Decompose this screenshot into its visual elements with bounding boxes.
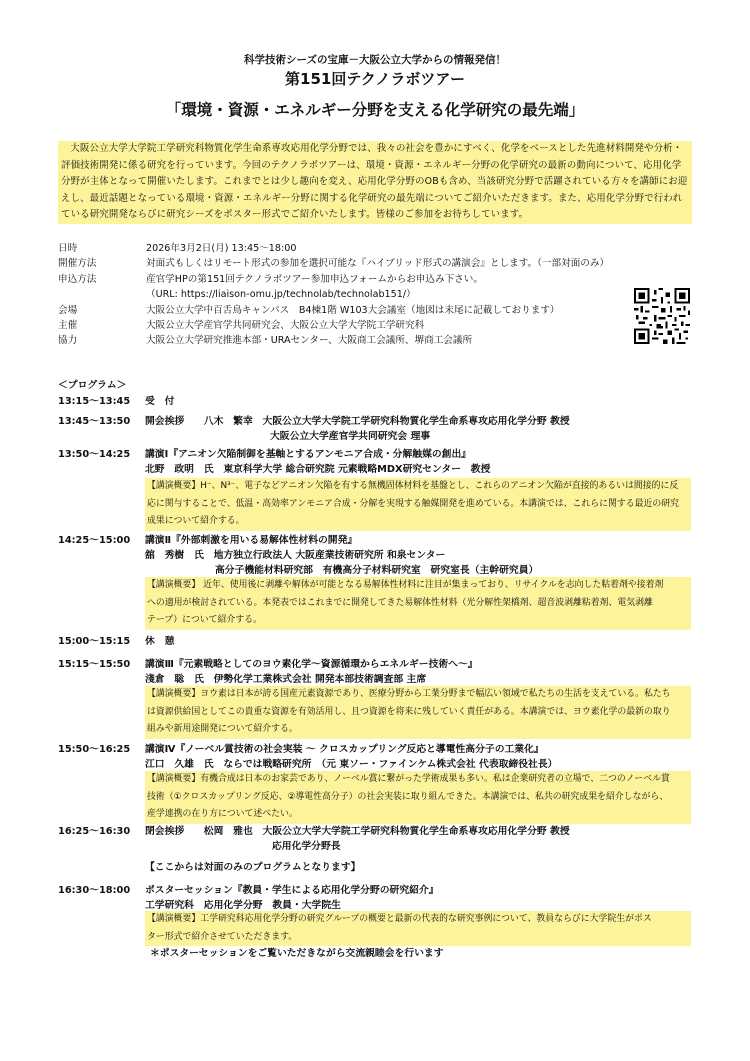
summary-line: 応に関与することで、低温・高効率アンモニア合成・分解を実現する触媒開発を進めている。本講演では、これらに関する最近の研究 [147, 498, 679, 509]
program-item-sub: 応用化学分野長 [272, 841, 341, 852]
info-label: 開催方法 [58, 258, 97, 270]
lecture-title: 講演Ⅰ『アニオン欠陥制御を基軸とするアンモニア合成・分解触媒の創出』 [145, 449, 472, 460]
program-item: 休 憩 [145, 636, 175, 647]
summary-line: 【講演概要】有機合成は日本のお家芸であり、ノーベル賞に繋がった学術成果も多い。私は企業研究者の立場で、二つのノーベル賞 [147, 774, 670, 784]
poster-session-note: ＊ポスターセッションをご覧いただきながら交流親睦会を行います [150, 948, 444, 959]
program-item: 閉会挨拶 松岡 雅也 大阪公立大学大学院工学研究科物質化学生命系専攻応用化学分野 教授 [145, 826, 570, 837]
program-time: 13:15～13:45 [58, 396, 131, 407]
lecture-speaker: 淺倉 聡 氏 伊勢化学工業株式会社 開発本部技術調査部 主席 [145, 674, 427, 685]
lecture-title: 講演Ⅲ『元素戦略としてのヨウ素化学～資源循環からエネルギー技術へ～』 [145, 659, 478, 670]
program-time: 15:50～16:25 [58, 744, 131, 755]
program-time: 15:00～15:15 [58, 636, 131, 647]
info-value: 大阪公立大学研究推進本部・URAセンター、大阪商工会議所、堺商工会議所 [146, 335, 473, 347]
info-date-row [58, 241, 609, 256]
summary-line: 【講演概要】 近年、使用後に剥離や解体が可能となる易解体性材料に注目が集まっており、リサイクルを志向した粘着剤や接着剤 [147, 580, 664, 590]
summary-line: への適用が検討されている。本発表ではこれまでに開発してきた易解体性材料（光分解性架橋剤、超音波剥離粘着剤、電気剥離 [147, 597, 653, 608]
program-time: 13:45～13:50 [58, 416, 131, 427]
summary-line: 技術（①クロスカップリング反応、②導電性高分子）の社会実装に取り組んできた。本講演では、私共の研究成果を紹介しながら、 [147, 791, 669, 802]
info-label: 日時 [58, 243, 78, 254]
program-time: 13:50～14:25 [58, 449, 131, 460]
page-subtitle: 「環境・資源・エネルギー分野を支える化学研究の最先端」 [165, 101, 585, 119]
program-time: 14:25～15:00 [58, 535, 131, 546]
registration-url-link[interactable]: （URL: https://liaison-omu.jp/technolab/technolab151/） [146, 289, 416, 301]
info-value: 産官学HPの第151回テクノラボツアー参加申込フォームからお申込み下さい。 [146, 273, 483, 285]
program-time: 15:15～15:50 [58, 659, 131, 670]
onsite-only-note: 【ここからは対面のみのプログラムとなります】 [145, 862, 361, 873]
program-heading: ＜プログラム＞ [58, 380, 127, 391]
page-title: 第151回テクノラボツアー [285, 70, 465, 88]
summary-line: 産学連携の在り方について述べたい。 [147, 809, 298, 820]
program-item: 受 付 [145, 396, 175, 407]
info-coop-row [58, 333, 609, 348]
lecture-speaker: 北野 政明 氏 東京科学大学 総合研究院 元素戦略MDX研究センター 教授 [145, 464, 491, 475]
event-info [58, 241, 609, 349]
lecture-summary [145, 478, 691, 531]
lecture-summary [145, 686, 691, 739]
lecture-title: 講演Ⅳ『ノーベル賞技術の社会実装 ～ クロスカップリング反応と導電性高分子の工業化』 [145, 744, 544, 755]
program-time: 16:30～18:00 [58, 885, 131, 896]
lecture-speaker: 工学研究科 応用化学分野 教員・大学院生 [145, 900, 341, 911]
lecture-summary [145, 911, 691, 946]
info-value: 大阪公立大学中百舌鳥キャンパス B4棟1階 W103大会議室（地図は末尾に記載しております） [146, 304, 560, 316]
summary-line: 成果について紹介する。 [147, 516, 245, 527]
lecture-title: ポスターセッション『教員・学生による応用化学分野の研究紹介』 [145, 885, 439, 896]
qr-code-icon[interactable] [634, 288, 690, 344]
summary-line: 組みや新用途開発について紹介する。 [147, 724, 298, 735]
info-value: 大阪公立大学産官学共同研究会、大阪公立大学大学院工学研究科 [146, 320, 425, 332]
summary-line: は資源供給国としてこの貴重な資源を有効活用し、且つ資源を将来に残していく責任がある。本講演では、ヨウ素化学の最新の取り [147, 706, 671, 717]
info-label: 協力 [58, 335, 78, 347]
info-apply-row [58, 272, 609, 287]
kicker: 科学技術シーズの宝庫－大阪公立大学からの情報発信！ [244, 54, 506, 66]
info-url-row [58, 287, 609, 302]
lecture-title: 講演Ⅱ『外部刺激を用いる易解体性材料の開発』 [145, 535, 358, 546]
info-value: 対面式もしくはリモート形式の参加を選択可能な『ハイブリッド形式の講演会』とします。（一部対面のみ） [146, 258, 610, 270]
info-label: 申込方法 [58, 273, 97, 285]
info-method-row [58, 256, 609, 271]
lecture-speaker: 舘 秀樹 氏 地方独立行政法人 大阪産業技術研究所 和泉センター [145, 550, 446, 561]
summary-line: ター形式で紹介させていただきます。 [147, 931, 298, 942]
summary-line: テープ）について紹介する。 [147, 615, 262, 626]
summary-line: 【講演概要】工学研究科応用化学分野の研究グループの概要と最新の代表的な研究事例について、教員ならびに大学院生がポス [147, 914, 652, 924]
summary-line: 【講演概要】H⁻、N³⁻、電子などアニオン欠陥を有する無機固体材料を基盤とし、これらのアニオン欠陥が直接的あるいは間接的に反 [147, 481, 679, 491]
program-item: 開会挨拶 八木 繁幸 大阪公立大学大学院工学研究科物質化学生命系専攻応用化学分野 教授 [145, 416, 570, 427]
info-label: 主催 [58, 320, 78, 332]
lecture-speaker-affiliation: 高分子機能材料研究部 有機高分子材料研究室 研究室長（主幹研究員） [215, 565, 539, 576]
lecture-speaker: 江口 久雄 氏 ならでは戦略研究所 （元 東ソー・ファインケム株式会社 代表取締役社長） [145, 759, 558, 770]
info-venue-row [58, 303, 609, 318]
info-value: 2026年3月2日(月) 13:45～18:00 [146, 243, 297, 254]
lecture-summary [145, 771, 691, 824]
program-item-sub: 大阪公立大学産官学共同研究会 理事 [270, 431, 431, 442]
lecture-summary [145, 577, 691, 630]
info-host-row [58, 318, 609, 333]
program-time: 16:25～16:30 [58, 826, 131, 837]
info-label: 会場 [58, 304, 78, 316]
intro-paragraph: 大阪公立大学大学院工学研究科物質化学生命系専攻応用化学分野では、我々の社会を豊かにすべく、化学をベースとした先進材料開発や分析・評価技術開発に係る研究を行っています。今回のテクノラボツアーは、環境・資源・エネルギー分野の化学研究の最新の動向について、応用化学分野が主体となって開催いたします。これまでとは少し趣向を変え、応用化学分野のOBも含め、当該研究分野で活躍されている方々を講師にお迎えし、最近話題となっている環境・資源・エネルギー分野に関する化学研究の最先端についてご紹介いただきます。また、応用化学分野で行われている研究開発ならびに研究シーズをポスター形式でご紹介いたします。皆様のご参加をお待ちしています。 [58, 141, 692, 224]
summary-line: 【講演概要】ヨウ素は日本が誇る国産元素資源であり、医療分野から工業分野まで幅広い領域で私たちの生活を支えている。私たち [147, 689, 671, 699]
